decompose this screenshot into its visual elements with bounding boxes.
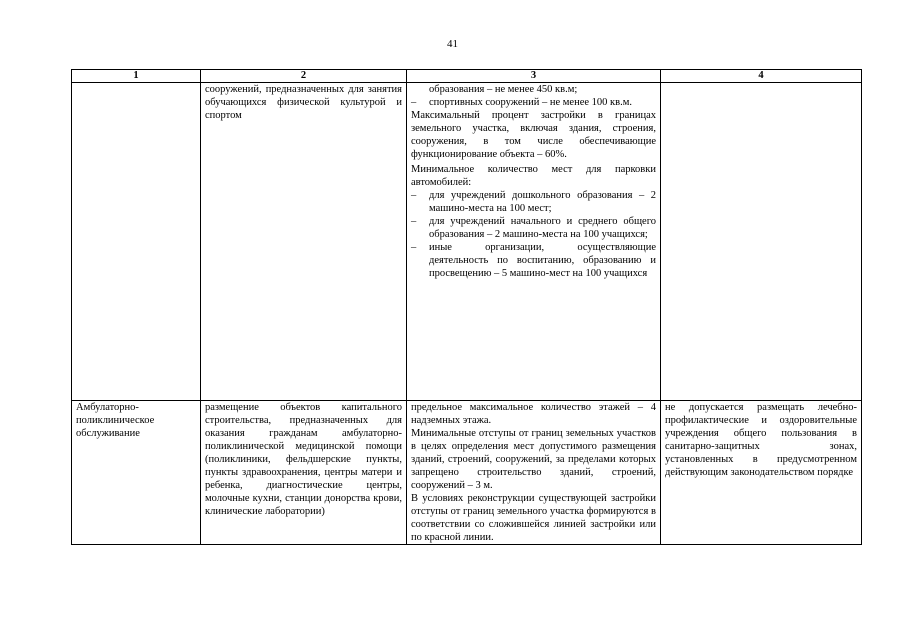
- header-col-4: 4: [661, 70, 862, 83]
- row1-building-percent: Максимальный процент застройки в границах земельного участка, включая здания, строения, сооружения, в том числе обеспечивающие функционирование объекта – 60%.: [411, 110, 656, 160]
- row2-description: размещение объектов капитального строительства, предназначенных для оказания гражданам амбулаторно-поликлинической медицинской помощи (поликлиники, фельдшерские пункты, пункты здравоохранения, центры матери и ребенка, диагностические центры, молочные кухни, станции донорства крови, клинические лаборатории): [201, 401, 407, 545]
- row1-restrictions: [661, 83, 862, 401]
- row1-list-1: [411, 96, 656, 109]
- row1-parameters: [407, 83, 661, 401]
- table-header-row: [72, 70, 862, 83]
- page-number: 41: [447, 38, 458, 50]
- table-row: [72, 83, 862, 401]
- row2-setbacks: Минимальные отступы от границ земельных участков в целях определения мест допустимого размещения зданий, строений, сооружений, за пределами которых запрещено строительство зданий, строений, сооружений – 3 м.: [411, 428, 656, 491]
- row1-parking-heading: Минимальное количество мест для парковки автомобилей:: [411, 164, 656, 188]
- table-row: [72, 401, 862, 545]
- header-col-1: 1: [72, 70, 201, 83]
- row1-description: сооружений, предназначенных для занятия обучающихся физической культурой и спортом: [201, 83, 407, 401]
- list-item: – спортивных сооружений – не менее 100 кв.м.: [411, 96, 656, 109]
- row2-use-type: Амбулаторно-поликлиническое обслуживание: [72, 401, 201, 545]
- row2-parameters: [407, 401, 661, 545]
- list-item: – иные организации, осуществляющие деятельность по воспитанию, образованию и просвещению – 5 машино-мест на 100 учащихся: [411, 241, 656, 280]
- row2-floors: предельное максимальное количество этажей – 4 надземных этажа.: [411, 402, 656, 426]
- row1-use-type: [72, 83, 201, 401]
- row1-list-2: [411, 189, 656, 280]
- header-col-2: 2: [201, 70, 407, 83]
- row2-restrictions: не допускается размещать лечебно-профилактические и оздоровительные учреждения общего пользования в санитарно-защитных зонах, установленных в предусмотренном действующим законодательством порядке: [661, 401, 862, 545]
- list-item: – для учреждений начального и среднего общего образования – 2 машино-места на 100 учащихся;: [411, 215, 656, 241]
- row1-lead-line: образования – не менее 450 кв.м;: [429, 84, 578, 95]
- row2-reconstruction: В условиях реконструкции существующей застройки отступы от границ земельного участка формируются в соответствии со сложившейся линией застройки или по красной линии.: [411, 493, 656, 543]
- header-col-3: 3: [407, 70, 661, 83]
- regulations-table: [71, 69, 862, 545]
- list-item: – для учреждений дошкольного образования – 2 машино-места на 100 мест;: [411, 189, 656, 215]
